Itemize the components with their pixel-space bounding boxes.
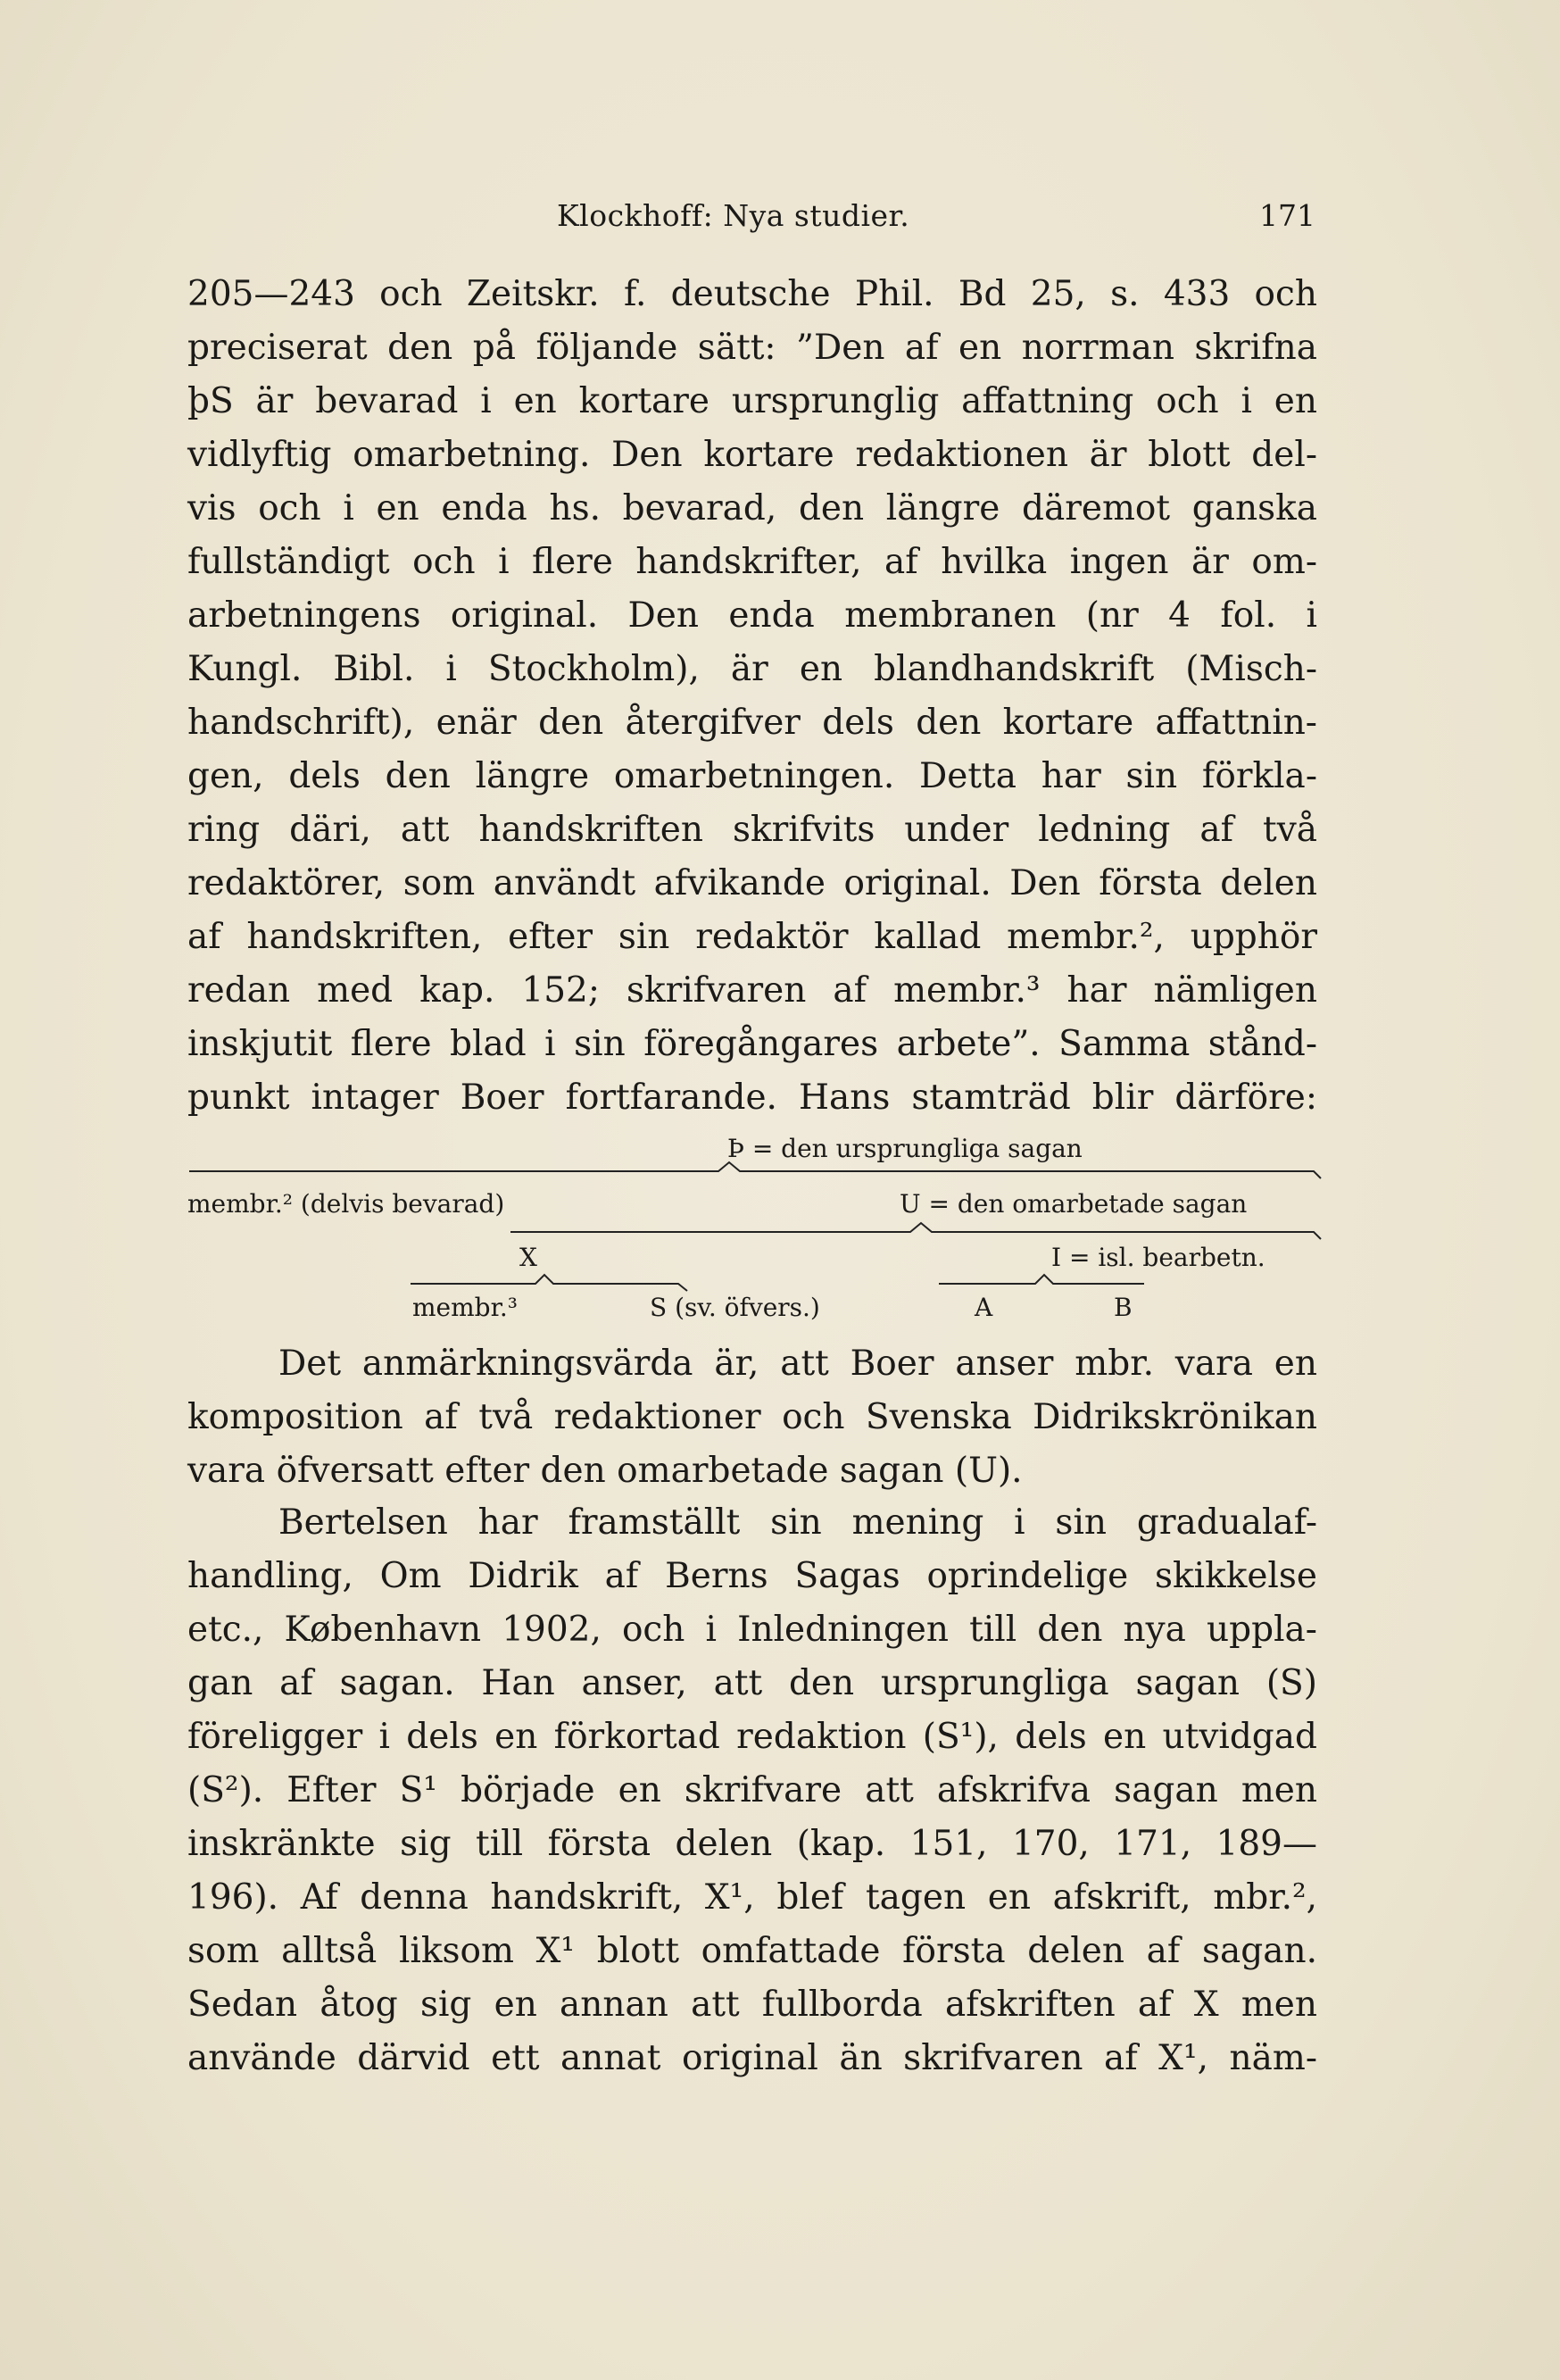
text-line: þS är bevarad i en kortare ursprunglig affattning och i en [187,381,1317,421]
text-line: komposition af två redaktioner och Svenska Didrikskrönikan [187,1397,1317,1437]
paragraph-1 [187,268,1317,1125]
text-line: Bertelsen har framställt sin mening i sin gradualaf- [278,1502,1317,1543]
text-line: använde därvid ett annat original än skrifvaren af X¹, näm- [187,2038,1317,2078]
stemma-a-label: A [975,1293,993,1322]
text-line: preciserat den på följande sätt: ”Den af en norrman skrifna [187,328,1317,368]
text-line: vara öfversatt efter den omarbetade sagan (U). [187,1451,1023,1491]
text-line: vidlyftig omarbetning. Den kortare redaktionen är blott del- [187,435,1317,475]
text-line: som alltså liksom X¹ blott omfattade första delen af sagan. [187,1931,1317,1971]
text-line: punkt intager Boer fortfarande. Hans stamträd blir därföre: [187,1078,1317,1118]
brace-x [411,1275,687,1291]
text-line: inskjutit flere blad i sin föregångares arbete”. Samma stånd- [187,1024,1317,1064]
running-title: Klockhoff: Nya studier. [557,198,910,233]
text-line: arbetningens original. Den enda membranen (nr 4 fol. i [187,595,1317,636]
text-line: gen, dels den längre omarbetningen. Detta har sin förkla- [187,756,1317,796]
text-line: gan af sagan. Han anser, att den ursprungliga sagan (S) [187,1663,1317,1703]
brace-root [189,1162,1321,1178]
text-line: Det anmärkningsvärda är, att Boer anser mbr. vara en [278,1344,1317,1384]
text-line: Kungl. Bibl. i Stockholm), är en blandhandskrift (Misch- [187,649,1317,689]
stemma-diagram [178,1134,1330,1330]
brace-u [510,1223,1321,1239]
text-line: fullständigt och i flere handskrifter, af hvilka ingen är om- [187,542,1317,582]
text-line: etc., København 1902, och i Inledningen till den nya uppla- [187,1610,1317,1650]
stemma-u-label: U = den omarbetade sagan [900,1189,1248,1219]
paragraph-2 [187,1337,1317,1498]
stemma-i-label: I = isl. bearbetn. [1051,1243,1265,1272]
running-header [189,198,1315,243]
text-line: (S²). Efter S¹ började en skrifvare att afskrifva sagan men [187,1770,1317,1810]
text-line: Sedan åtog sig en annan att fullborda afskriften af X men [187,1985,1317,2025]
stemma-membr2-label: membr.² (delvis bevarad) [187,1189,505,1219]
text-line: redan med kap. 152; skrifvaren af membr.³ har nämligen [187,970,1317,1011]
text-line: handling, Om Didrik af Berns Sagas oprindelige skikkelse [187,1556,1317,1596]
text-line: 205—243 och Zeitskr. f. deutsche Phil. Bd 25, s. 433 och [187,274,1317,314]
text-line: föreligger i dels en förkortad redaktion (S¹), dels en utvidgad [187,1717,1317,1757]
stemma-b-label: B [1114,1293,1133,1322]
stemma-root-label: Þ = den ursprungliga sagan [727,1134,1083,1163]
text-line: ring däri, att handskriften skrifvits under ledning af två [187,810,1317,850]
paragraph-3 [187,1496,1317,2085]
stemma-membr3-label: membr.³ [412,1293,519,1322]
brace-i [939,1275,1144,1284]
text-line: redaktörer, som användt afvikande original. Den första delen [187,863,1317,903]
stemma-s-label: S (sv. öfvers.) [650,1293,820,1322]
text-line: vis och i en enda hs. bevarad, den längre däremot ganska [187,488,1317,528]
stemma-x-label: X [519,1243,537,1272]
text-line: 196). Af denna handskrift, X¹, blef tagen en afskrift, mbr.², [187,1877,1317,1918]
page-number: 171 [1259,198,1315,233]
text-line: af handskriften, efter sin redaktör kallad membr.², upphör [187,917,1317,957]
text-line: inskränkte sig till första delen (kap. 151, 170, 171, 189— [187,1824,1317,1864]
text-line: handschrift), enär den återgifver dels den kortare affattnin- [187,703,1317,743]
